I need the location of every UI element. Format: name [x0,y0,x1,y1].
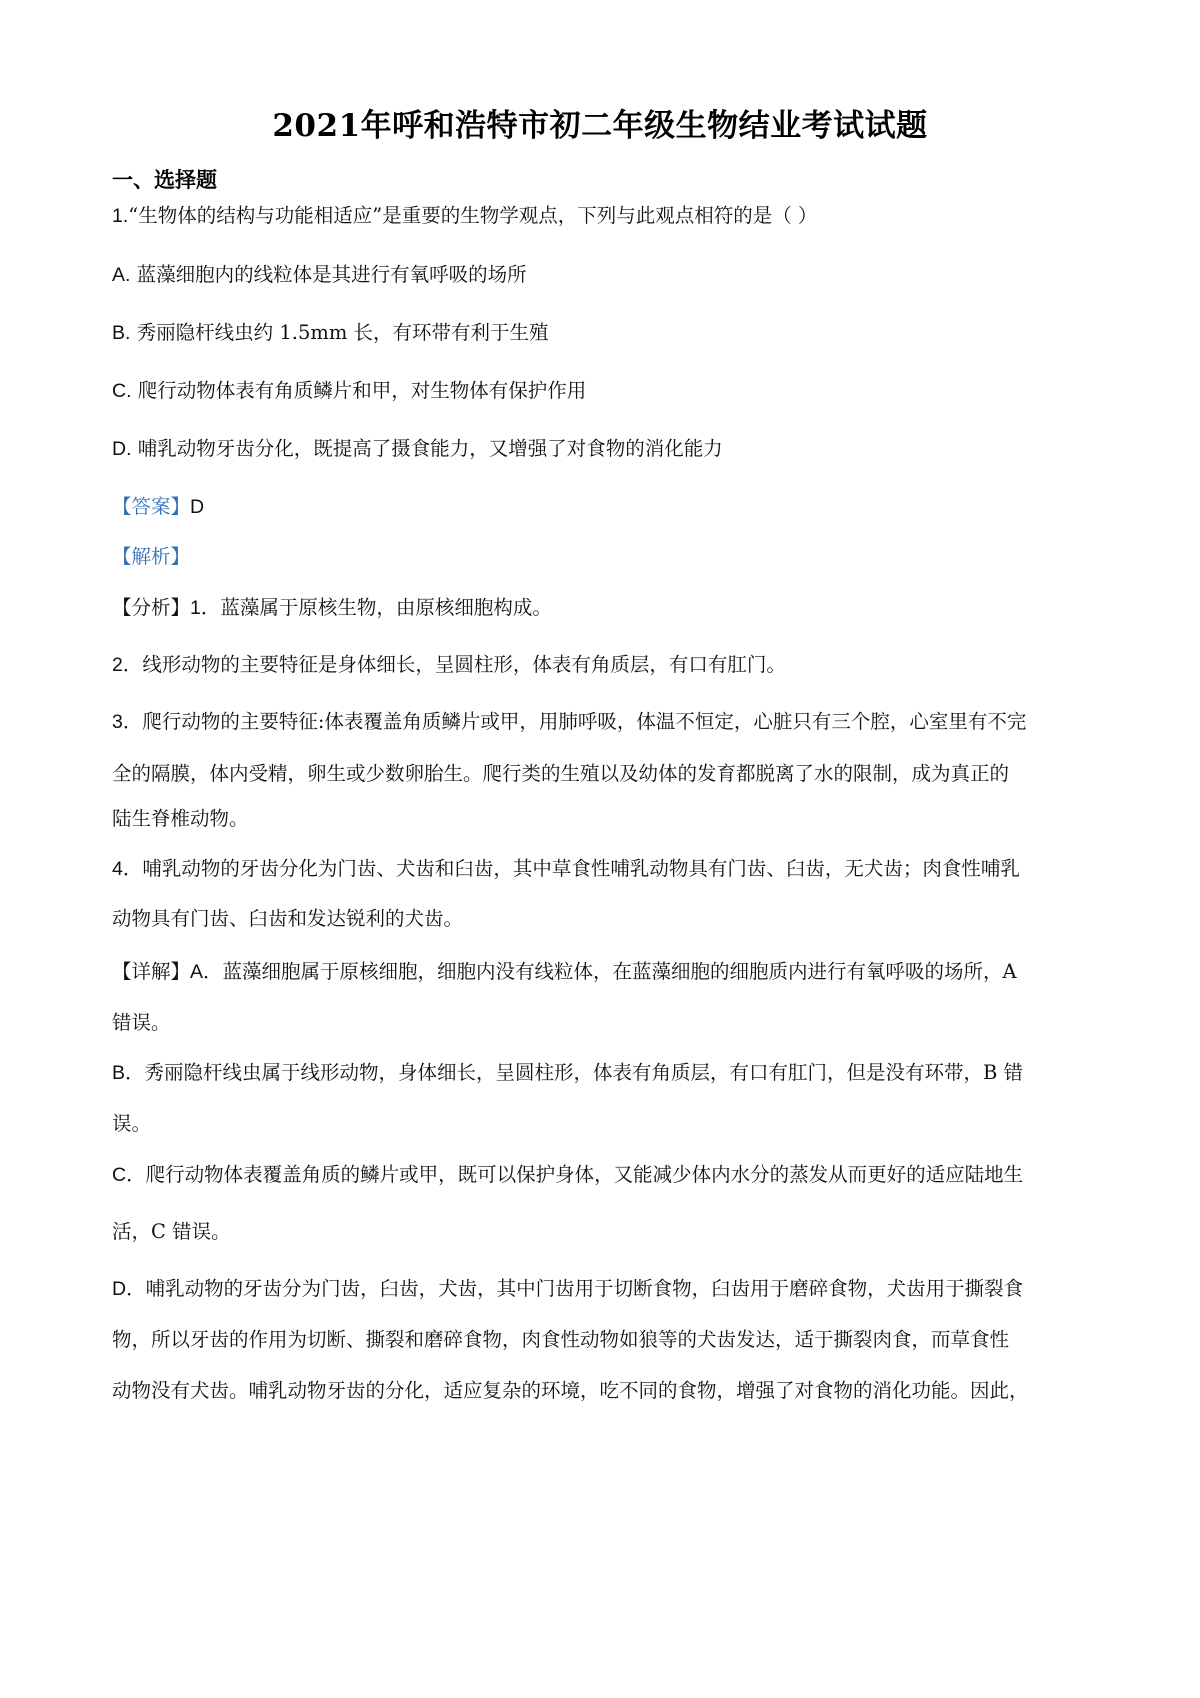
option-text: 哺乳动物牙齿分化，既提高了摄食能力，又增强了对食物的消化能力 [137,437,723,460]
detail-letter: B． [112,1062,145,1084]
detail-letter: A． [190,961,223,983]
point-text: 哺乳动物的牙齿分化为门齿、犬齿和臼齿，其中草食性哺乳动物具有门齿、臼齿，无犬齿；肉食性哺乳 [142,857,1020,880]
analysis-point-4 [112,855,1112,883]
detail-letter: C． [112,1164,146,1186]
detail-text: 哺乳动物的牙齿分为门齿，臼齿，犬齿，其中门齿用于切断食物，臼齿用于磨碎食物，犬齿用于撕裂食 [145,1277,1024,1300]
detail-letter: D． [112,1278,146,1300]
analysis-point-3 [112,708,1112,736]
option-a [112,261,1112,289]
detail-a-cont: 错误。 [112,1011,171,1034]
point-number: 3． [112,711,143,733]
detail-b [112,1059,1112,1087]
option-letter: B. [112,322,131,344]
option-text: 蓝藻细胞内的线粒体是其进行有氧呼吸的场所 [136,263,527,286]
option-text: 秀丽隐杆线虫约 1.5mm 长，有环带有利于生殖 [136,321,549,344]
document-title: 2021年呼和浩特市初二年级生物结业考试试题 [272,108,928,144]
analysis-point-3-cont: 全的隔膜，体内受精，卵生或少数卵胎生。爬行类的生殖以及幼体的发育都脱离了水的限制，成为真正的 [112,762,1010,785]
xiangjie-label: 【详解】 [112,960,191,983]
detail-d-cont: 物，所以牙齿的作用为切断、撕裂和磨碎食物，肉食性动物如狼等的犬齿发达，适于撕裂肉食，而草食性 [112,1328,1010,1351]
detail-d-cont: 动物没有犬齿。哺乳动物牙齿的分化，适应复杂的环境，吃不同的食物，增强了对食物的消化功能。因此， [112,1379,1029,1402]
point-number: 4． [112,858,143,880]
detail-b-cont: 误。 [112,1112,152,1135]
option-text: 爬行动物体表有角质鳞片和甲，对生物体有保护作用 [137,379,587,402]
option-letter: C. [112,380,132,402]
point-number: 1． [190,597,221,619]
answer-label: 【答案】 [112,495,191,518]
analysis-point-2 [112,651,1112,679]
point-text: 蓝藻属于原核生物，由原核细胞构成。 [220,596,552,619]
detail-a [112,958,1112,986]
analysis-heading [112,543,1112,571]
option-c [112,377,1112,405]
analysis-label: 【解析】 [112,545,191,568]
fenxi-label: 【分析】 [112,596,191,619]
question-stem [112,202,1112,230]
detail-d [112,1275,1112,1303]
analysis-point-1 [112,594,1112,622]
point-text: 线形动物的主要特征是身体细长，呈圆柱形，体表有角质层，有口有肛门。 [142,653,786,676]
option-d [112,435,1112,463]
option-letter: A. [112,264,131,286]
option-letter: D. [112,438,132,460]
detail-text: 蓝藻细胞属于原核细胞，细胞内没有线粒体，在蓝藻细胞的细胞质内进行有氧呼吸的场所，A [222,960,1017,983]
answer-line [112,493,1112,521]
question-number: 1. [112,205,129,227]
detail-c [112,1161,1112,1189]
detail-text: 爬行动物体表覆盖角质的鳞片或甲，既可以保护身体，又能减少体内水分的蒸发从而更好的适应陆地生 [145,1163,1024,1186]
section-heading: 一、选择题 [112,167,217,192]
analysis-point-4-cont: 动物具有门齿、臼齿和发达锐利的犬齿。 [112,907,464,930]
answer-value: D [190,496,205,518]
point-number: 2． [112,654,143,676]
option-b [112,319,1112,347]
detail-text: 秀丽隐杆线虫属于线形动物，身体细长，呈圆柱形，体表有角质层，有口有肛门，但是没有环带，B 错 [144,1061,1024,1084]
analysis-point-3-cont: 陆生脊椎动物。 [112,807,249,830]
point-text: 爬行动物的主要特征:体表覆盖角质鳞片或甲，用肺呼吸，体温不恒定，心脏只有三个腔，心室里有不完 [142,710,1027,733]
question-text: “生物体的结构与功能相适应”是重要的生物学观点，下列与此观点相符的是（ ） [128,204,818,227]
detail-c-cont: 活，C 错误。 [112,1220,231,1243]
